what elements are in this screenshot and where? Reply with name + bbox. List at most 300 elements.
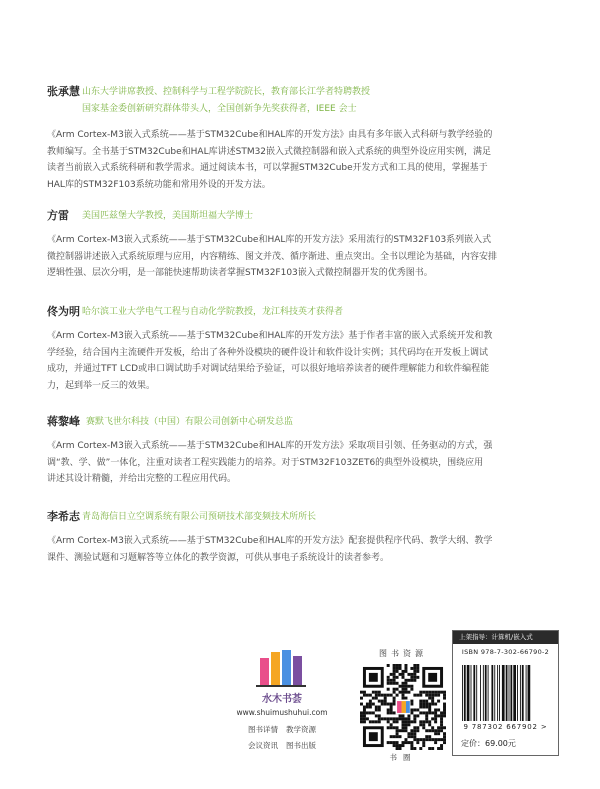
qr-module	[404, 664, 407, 667]
qr-module	[393, 703, 396, 706]
qr-module	[369, 720, 372, 723]
qr-module	[363, 711, 366, 714]
qr-module	[410, 700, 413, 703]
qr-module	[404, 717, 407, 720]
qr-module	[443, 694, 446, 697]
barcode-box	[452, 630, 559, 756]
qr-module	[443, 697, 446, 700]
qr-module	[375, 706, 378, 709]
publisher-logo-text: 水木书荟	[262, 694, 302, 705]
qr-module	[416, 726, 419, 729]
qr-module	[396, 670, 399, 673]
barcode-bar	[517, 665, 518, 721]
qr-module	[437, 732, 440, 735]
qr-module	[390, 682, 393, 685]
qr-module	[369, 694, 372, 697]
link-book-details: 图书详情	[248, 725, 278, 734]
qr-module	[410, 708, 413, 711]
qr-module	[393, 700, 396, 703]
qr-module	[425, 717, 428, 720]
qr-module	[390, 703, 393, 706]
qr-module	[440, 738, 443, 741]
qr-module	[363, 708, 366, 711]
qr-module	[422, 723, 425, 726]
qr-module	[407, 723, 410, 726]
qr-module	[410, 720, 413, 723]
qr-module	[390, 694, 393, 697]
qr-module	[360, 697, 363, 700]
qr-module	[428, 729, 431, 732]
qr-module	[413, 714, 416, 717]
qr-module	[425, 735, 428, 738]
qr-module	[402, 670, 405, 673]
qr-module	[410, 747, 413, 750]
text-line: 《Arm Cortex-M3嵌入式系统——基于STM32Cube和HAL库的开发方法》基于作者丰富的嵌入式系统开发和教	[47, 331, 493, 341]
qr-module	[431, 747, 434, 750]
qr-module	[378, 720, 381, 723]
qr-module	[381, 700, 384, 703]
qr-module	[393, 697, 396, 700]
qr-module	[375, 694, 378, 697]
qr-module	[384, 703, 387, 706]
qr-module	[375, 714, 378, 717]
qr-module	[393, 676, 396, 679]
text-line: HAL库的STM32F103系统功能和常用外设的开发方法。	[47, 179, 271, 190]
qr-module	[360, 711, 363, 714]
qr-module	[410, 741, 413, 744]
endorsement-text	[47, 533, 567, 566]
barcode-bar	[471, 665, 472, 721]
qr-module	[399, 717, 402, 720]
qr-module	[399, 729, 402, 732]
qr-module	[387, 664, 390, 667]
qr-module	[384, 697, 387, 700]
qr-module	[375, 691, 378, 694]
qr-module	[437, 726, 440, 729]
qr-module	[363, 720, 366, 723]
qr-module	[387, 720, 390, 723]
price-text: 定价：69.00元	[461, 739, 516, 748]
barcode-bar	[494, 665, 495, 721]
qr-module	[393, 688, 396, 691]
qr-module	[387, 679, 390, 682]
qr-module	[413, 673, 416, 676]
qr-module	[437, 694, 440, 697]
text-line: 逻辑性强、层次分明，是一部能快速帮助读者掌握STM32F103嵌入式微控制器开发的优秀图书。	[47, 268, 433, 278]
endorser-name: 张承慧	[47, 85, 80, 98]
endorsement-4	[47, 413, 567, 488]
qr-module	[410, 679, 413, 682]
text-line: 学经验，结合国内主流硬件开发板，给出了各种外设模块的硬件设计和软件设计实例；其代码均在开发板上调试	[47, 347, 489, 358]
barcode-bar	[485, 665, 487, 721]
barcode-bar	[491, 665, 493, 721]
qr-module	[381, 717, 384, 720]
qr-module	[399, 685, 402, 688]
qr-module	[404, 738, 407, 741]
link-conference-news: 会议资讯	[248, 741, 278, 750]
qr-module	[422, 738, 425, 741]
qr-module	[425, 729, 428, 732]
qr-module	[410, 732, 413, 735]
qr-module	[390, 717, 393, 720]
qr-module	[437, 747, 440, 750]
qr-module	[402, 723, 405, 726]
qr-module	[416, 714, 419, 717]
qr-module	[410, 744, 413, 747]
qr-module	[396, 735, 399, 738]
qr-module	[413, 694, 416, 697]
qr-module	[416, 670, 419, 673]
endorser-credential: 青岛海信日立空调系统有限公司预研技术部变频技术所所长	[82, 512, 317, 522]
qr-module	[437, 691, 440, 694]
qr-module	[431, 729, 434, 732]
qr-module	[413, 679, 416, 682]
barcode-bar	[513, 665, 516, 721]
qr-module	[375, 708, 378, 711]
qr-module	[402, 688, 405, 691]
qr-module	[404, 720, 407, 723]
qr-module	[407, 732, 410, 735]
qr-module	[443, 706, 446, 709]
qr-module	[402, 729, 405, 732]
qr-module	[390, 706, 393, 709]
qr-module	[372, 691, 375, 694]
qr-title: 图书资源	[379, 649, 427, 658]
qr-module	[393, 682, 396, 685]
endorser-credential: 哈尔滨工业大学电气工程与自动化学院教授，龙江科技英才获得者	[82, 307, 344, 317]
qr-module	[416, 729, 419, 732]
qr-module	[431, 711, 434, 714]
qr-module	[422, 720, 425, 723]
barcode-bar	[510, 665, 512, 721]
qr-module	[410, 735, 413, 738]
qr-module	[396, 664, 399, 667]
endorser-credential-line2: 国家基金委创新研究群体带头人，全国创新争先奖获得者，IEEE 会士	[82, 104, 357, 114]
qr-module	[402, 691, 405, 694]
qr-module	[413, 747, 416, 750]
qr-module	[399, 673, 402, 676]
qr-module	[428, 735, 431, 738]
text-line: 《Arm Cortex-M3嵌入式系统——基于STM32Cube和HAL库的开发方法》采取项目引领、任务驱动的方式，强	[47, 441, 493, 451]
qr-module	[390, 708, 393, 711]
endorsement-2	[47, 207, 567, 282]
qr-module	[443, 708, 446, 711]
qr-module	[407, 691, 410, 694]
qr-module	[416, 667, 419, 670]
qr-module	[387, 708, 390, 711]
text-line: 讲述其设计精髓，并给出完整的工程应用代码。	[47, 474, 237, 484]
qr-module	[419, 700, 422, 703]
qr-module	[390, 711, 393, 714]
qr-module	[422, 726, 425, 729]
qr-module	[369, 700, 372, 703]
qr-module	[363, 691, 366, 694]
qr-module	[425, 738, 428, 741]
qr-module	[402, 720, 405, 723]
qr-module	[419, 703, 422, 706]
qr-module	[404, 729, 407, 732]
barcode-bar	[526, 665, 527, 721]
qr-module	[410, 676, 413, 679]
qr-module	[393, 741, 396, 744]
qr-module	[387, 688, 390, 691]
qr-module	[387, 682, 390, 685]
qr-module	[443, 735, 446, 738]
qr-module	[434, 691, 437, 694]
qr-module	[413, 738, 416, 741]
qr-module	[407, 685, 410, 688]
qr-module	[440, 720, 443, 723]
qr-module	[363, 714, 366, 717]
qr-module	[425, 714, 428, 717]
qr-module	[413, 720, 416, 723]
qr-module	[437, 738, 440, 741]
qr-module	[399, 664, 402, 667]
endorsement-3	[47, 303, 567, 394]
qr-module	[396, 741, 399, 744]
qr-code-icon	[360, 664, 446, 750]
qr-module	[422, 700, 425, 703]
qr-module	[422, 691, 425, 694]
qr-module	[360, 720, 363, 723]
qr-module	[404, 685, 407, 688]
qr-module	[402, 717, 405, 720]
endorser-credential: 赛默飞世尔科技（中国）有限公司创新中心研发总监	[86, 417, 294, 427]
barcode-bar	[476, 665, 477, 721]
qr-module	[410, 703, 413, 706]
qr-module	[440, 726, 443, 729]
qr-module	[434, 732, 437, 735]
qr-module	[416, 741, 419, 744]
endorser-credential: 美国匹兹堡大学教授，美国斯坦福大学博士	[82, 211, 254, 221]
endorsement-5	[47, 508, 567, 566]
qr-module	[366, 694, 369, 697]
qr-module	[413, 717, 416, 720]
qr-module	[419, 711, 422, 714]
qr-module	[369, 706, 372, 709]
qr-module	[434, 741, 437, 744]
text-line: 成功，并通过TFT LCD或串口调试助手对调试结果给予验证，可以很好地培养读者的硬件理解能力和软件编程能	[47, 364, 490, 374]
text-line: 读者当前嵌入式系统科研和教学需求。通过阅读本书，可以掌握STM32Cube开发方式和工具的使用，掌握基于	[47, 163, 488, 173]
qr-module	[387, 717, 390, 720]
qr-module	[378, 694, 381, 697]
qr-module	[407, 673, 410, 676]
qr-module	[431, 738, 434, 741]
qr-module	[407, 679, 410, 682]
qr-module	[396, 747, 399, 750]
qr-module	[387, 726, 390, 729]
barcode-bar	[522, 665, 524, 721]
qr-module	[425, 706, 428, 709]
qr-module	[402, 673, 405, 676]
qr-module	[431, 700, 434, 703]
endorser-credential: 山东大学讲席教授、控制科学与工程学院院长，教育部长江学者特聘教授	[82, 87, 371, 97]
qr-module	[443, 691, 446, 694]
qr-module	[387, 694, 390, 697]
qr-module	[390, 726, 393, 729]
qr-module	[402, 714, 405, 717]
qr-module	[363, 717, 366, 720]
qr-module	[431, 717, 434, 720]
qr-module	[372, 703, 375, 706]
qr-module	[428, 747, 431, 750]
qr-module	[419, 747, 422, 750]
qr-module	[422, 744, 425, 747]
barcode-bar	[473, 665, 475, 721]
qr-module	[434, 694, 437, 697]
qr-module	[413, 726, 416, 729]
qr-module	[404, 691, 407, 694]
qr-module	[413, 732, 416, 735]
qr-module	[402, 726, 405, 729]
qr-module	[425, 711, 428, 714]
qr-module	[402, 694, 405, 697]
barcode-bar	[509, 665, 510, 721]
qr-module	[410, 711, 413, 714]
qr-module	[396, 694, 399, 697]
qr-module	[384, 694, 387, 697]
qr-module	[443, 711, 446, 714]
qr-module	[410, 667, 413, 670]
qr-module	[434, 703, 437, 706]
qr-module	[440, 691, 443, 694]
qr-module	[378, 714, 381, 717]
qr-module	[440, 747, 443, 750]
text-line: 力，起到举一反三的效果。	[47, 380, 156, 391]
barcode-bar	[497, 665, 498, 721]
qr-module	[396, 717, 399, 720]
qr-module	[366, 706, 369, 709]
text-line: 《Arm Cortex-M3嵌入式系统——基于STM32Cube和HAL库的开发方法》采用流行的STM32F103系列嵌入式	[47, 235, 492, 245]
qr-module	[399, 667, 402, 670]
qr-module	[422, 703, 425, 706]
qr-module	[419, 723, 422, 726]
qr-module	[428, 723, 431, 726]
qr-module	[402, 682, 405, 685]
qr-module	[390, 735, 393, 738]
qr-module	[437, 700, 440, 703]
qr-module	[431, 691, 434, 694]
endorsement-text	[47, 328, 567, 394]
qr-module	[393, 664, 396, 667]
qr-module	[390, 679, 393, 682]
qr-module	[413, 670, 416, 673]
qr-module	[434, 738, 437, 741]
qr-module	[443, 741, 446, 744]
qr-module	[387, 676, 390, 679]
qr-module	[390, 673, 393, 676]
qr-module	[378, 717, 381, 720]
qr-module	[413, 729, 416, 732]
publisher-links	[225, 722, 339, 754]
qr-module	[437, 714, 440, 717]
qr-module	[425, 703, 428, 706]
qr-module	[369, 711, 372, 714]
qr-module	[387, 703, 390, 706]
qr-module	[404, 723, 407, 726]
qr-module	[393, 735, 396, 738]
qr-module	[431, 697, 434, 700]
qr-module	[396, 682, 399, 685]
qr-module	[396, 726, 399, 729]
qr-module	[422, 706, 425, 709]
text-line: 《Arm Cortex-M3嵌入式系统——基于STM32Cube和HAL库的开发方法》由具有多年嵌入式科研与教学经验的	[47, 130, 493, 140]
qr-module	[434, 729, 437, 732]
qr-module	[404, 682, 407, 685]
qr-module	[431, 694, 434, 697]
endorser-name: 李希志	[47, 510, 80, 523]
qr-module	[416, 738, 419, 741]
qr-module	[404, 667, 407, 670]
qr-module	[440, 744, 443, 747]
qr-module	[425, 694, 428, 697]
barcode-icon	[461, 665, 549, 721]
endorser-name: 佟为明	[47, 305, 80, 318]
qr-module	[413, 667, 416, 670]
qr-module	[431, 703, 434, 706]
qr-module	[428, 738, 431, 741]
qr-module	[384, 700, 387, 703]
qr-module	[378, 708, 381, 711]
qr-module	[404, 688, 407, 691]
endorsement-text	[47, 438, 567, 488]
qr-module	[443, 738, 446, 741]
qr-module	[393, 670, 396, 673]
qr-module	[440, 714, 443, 717]
qr-module	[366, 711, 369, 714]
qr-module	[440, 723, 443, 726]
endorser-name: 方雷	[47, 209, 69, 222]
qr-module	[410, 729, 413, 732]
qr-module	[396, 688, 399, 691]
qr-module	[410, 688, 413, 691]
endorsement-text	[47, 127, 567, 193]
qr-module	[369, 703, 372, 706]
qr-module	[422, 711, 425, 714]
publisher-website: www.shuimushuhui.com	[236, 708, 328, 717]
qr-module	[363, 706, 366, 709]
qr-module	[407, 741, 410, 744]
qr-module	[404, 726, 407, 729]
qr-module	[440, 711, 443, 714]
qr-module	[407, 717, 410, 720]
qr-module	[416, 664, 419, 667]
text-line: 《Arm Cortex-M3嵌入式系统——基于STM32Cube和HAL库的开发方法》配套提供程序代码、教学大纲、教学	[47, 536, 493, 546]
qr-module	[393, 691, 396, 694]
barcode-bar	[520, 665, 521, 721]
qr-module	[425, 691, 428, 694]
qr-module	[413, 708, 416, 711]
qr-module	[393, 679, 396, 682]
barcode-bar	[528, 665, 531, 721]
qr-module	[434, 720, 437, 723]
qr-module	[360, 703, 363, 706]
qr-module	[363, 694, 366, 697]
qr-module	[393, 711, 396, 714]
qr-module	[399, 744, 402, 747]
qr-module	[428, 694, 431, 697]
qr-module	[428, 711, 431, 714]
qr-module	[407, 714, 410, 717]
qr-module	[413, 676, 416, 679]
barcode-bar	[483, 665, 484, 721]
qr-module	[390, 723, 393, 726]
qr-module	[419, 691, 422, 694]
qr-module	[434, 714, 437, 717]
qr-module	[360, 691, 363, 694]
qr-module	[443, 726, 446, 729]
qr-module	[431, 726, 434, 729]
